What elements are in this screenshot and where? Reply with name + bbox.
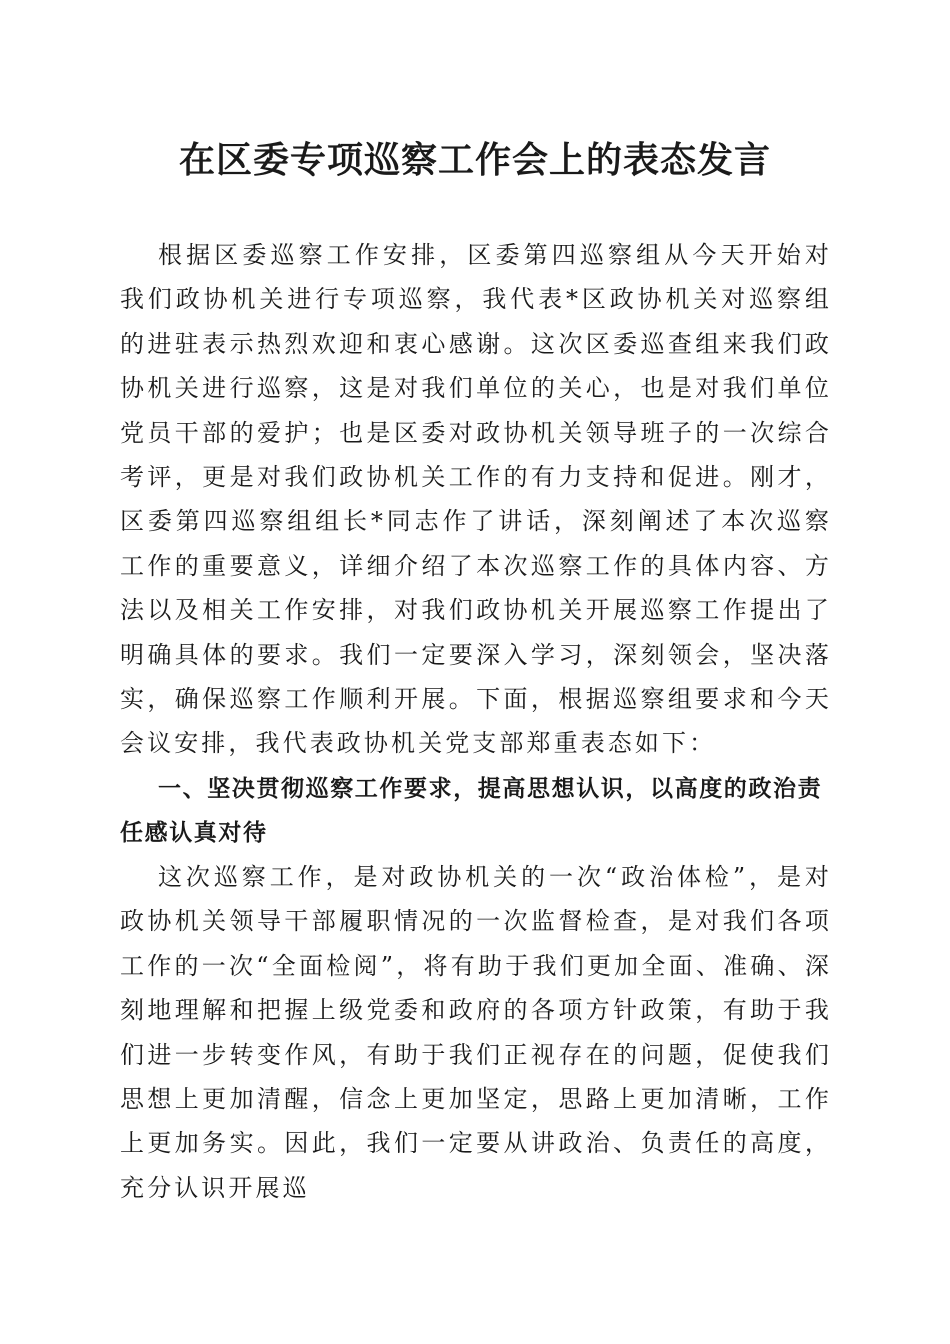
document-title: 在区委专项巡察工作会上的表态发言 (178, 139, 771, 181)
section-heading-1: 一、坚决贯彻巡察工作要求，提高思想认识，以高度的政治责任感认真对待 (120, 776, 823, 846)
paragraph-section-1: 这次巡察工作，是对政协机关的一次“政治体检”，是对政协机关领导干部履职情况的一次监督检查，是对我们各项工作的一次“全面检阅”，将有助于我们更加全面、准确、深刻地理解和把握上级党委和政府的各项方针政策，有助于我们进一步转变作风，有助于我们正视存在的问题，促使我们思想上更加清醒，信念上更加坚定，思路上更加清晰，工作上更加务实。因此，我们一定要从讲政治、负责任的高度，充分认识开展巡 (120, 863, 832, 1202)
paragraph-intro: 根据区委巡察工作安排，区委第四巡察组从今天开始对我们政协机关进行专项巡察，我代表*区政协机关对巡察组的进驻表示热烈欢迎和衷心感谢。这次区委巡查组来我们政协机关进行巡察，这是对我们单位的关心，也是对我们单位党员干部的爱护；也是区委对政协机关领导班子的一次综合考评，更是对我们政协机关工作的有力支持和促进。刚才，区委第四巡察组组长*同志作了讲话，深刻阐述了本次巡察工作的重要意义，详细介绍了本次巡察工作的具体内容、方法以及相关工作安排，对我们政协机关开展巡察工作提出了明确具体的要求。我们一定要深入学习，深刻领会，坚决落实，确保巡察工作顺利开展。下面，根据巡察组要求和今天会议安排，我代表政协机关党支部郑重表态如下： (120, 241, 832, 758)
